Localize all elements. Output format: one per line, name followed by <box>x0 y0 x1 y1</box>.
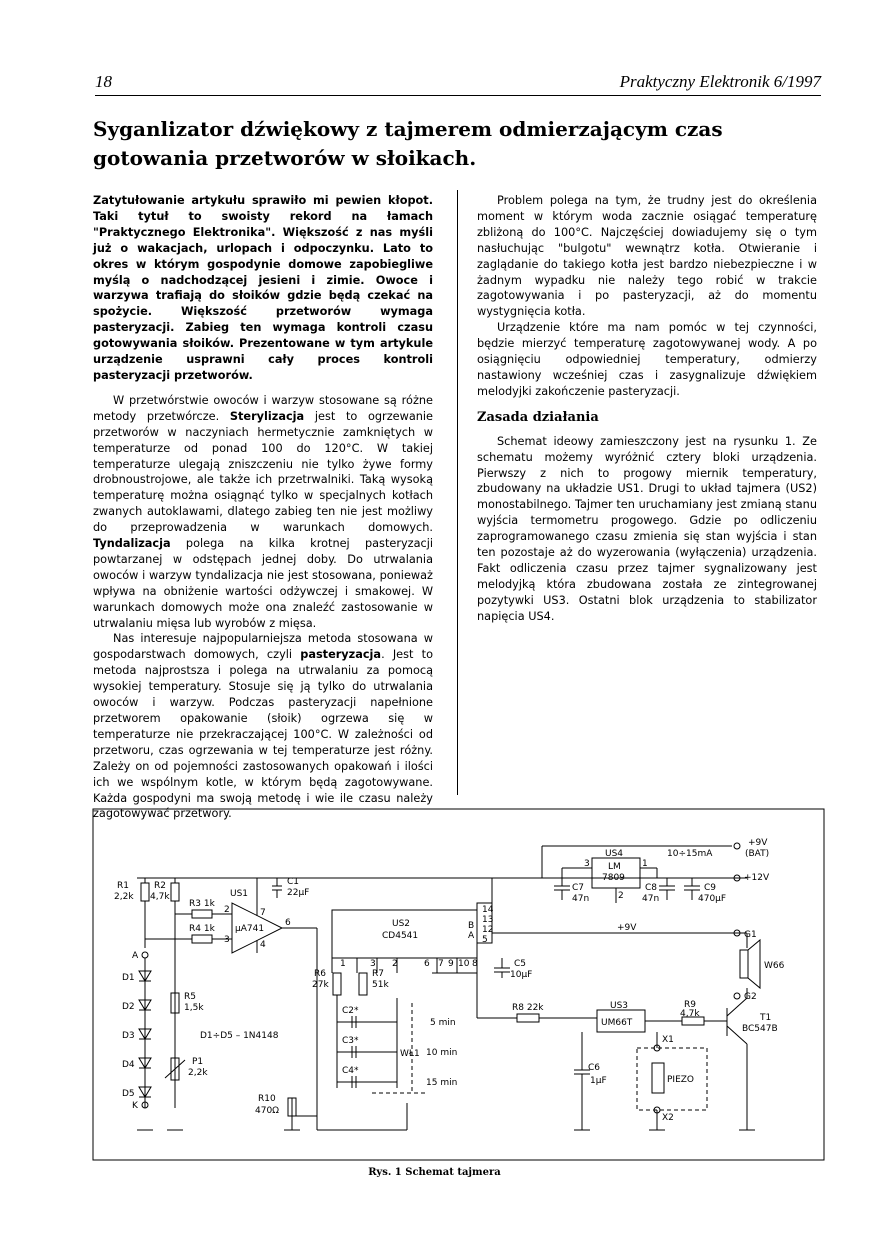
header-rule <box>95 95 821 96</box>
v12-label: +12V <box>744 873 770 883</box>
r3-label: R3 1k <box>189 899 215 909</box>
r4-label: R4 1k <box>189 924 215 934</box>
pin-8: 8 <box>472 959 478 969</box>
left-column <box>93 193 433 822</box>
us4-pin-2: 2 <box>618 891 624 901</box>
node-a: A <box>132 951 139 961</box>
r8-label: R8 22k <box>512 1003 544 1013</box>
c2-label: C2* <box>342 1006 359 1016</box>
w66-label: W66 <box>764 961 785 971</box>
paragraph-1 <box>93 393 433 632</box>
text-run: jest to ogrzewanie przetworów w naczyniach hermetycznie zamkniętych w temperaturze od ponad 100 do 120°C. W takiej temperaturze ulegają zniszczeniu nie tylko żywe formy drobnoustrojowe, ale także ich przetrwalniki. Taką wysoką temperaturę można osiągnąć tylko w specjalnych kotłach zwanych autoklawami, dlatego zabieg ten nie jest możliwy do przeprowadzenia w warunkach domowych. <box>93 409 433 535</box>
bat-label: (BAT) <box>745 849 770 859</box>
column-divider <box>457 190 458 795</box>
c8-value: 47n <box>642 894 660 904</box>
pin-2-us2: 2 <box>392 959 398 969</box>
pin-1: 1 <box>340 959 346 969</box>
us4-chip-b: 7809 <box>602 873 625 883</box>
pin-5: 5 <box>482 935 488 945</box>
c1-value: 22µF <box>287 888 310 898</box>
us1-chip: µA741 <box>235 924 265 934</box>
d5-label: D5 <box>122 1089 135 1099</box>
term-tyndalizacja: Tyndalizacja <box>93 537 171 551</box>
us4-pin-3: 3 <box>584 859 590 869</box>
text-run: . Jest to metoda najprostsza i polega na utrwalaniu za pomocą wysokiej temperatury. Stosuje się ją tylko do utrwalania owoców i warzyw. Podczas pasteryzacji napełnione przetworem opakowanie (słoik) ogrzewa się w temperaturze nie przekraczającej 100°C. W zależności od przetworu, czas ogrzewania w tej temperaturze jest różny. Zależy on od pojemności zastosowanych opakowań i ilości ich we wspólnym kotle, w którym będą zagotowywane. Każda gospodyni ma swoją metodę i wie ile czasu należy zagotowywać przetwory. <box>93 648 433 821</box>
paragraph-5: Schemat ideowy zamieszczony jest na rysunku 1. Ze schematu możemy wyróżnić cztery bloki urządzenia. Pierwszy z nich to progowy miernik temperatury, zbudowany na układzie US1. Drugi to układ tajmera (US2) monostabilnego. Tajmer ten uruchamiany jest zmianą stanu wyjścia termometru progowego. Gdzie po odliczeniu zaprogramowanego czasu zmienia się stan wyjścia i stan ten pozostaje aż do wyzerowania (wyłączenia) urządzenia. Fakt odliczenia czasu przez tajmer sygnalizowany jest melodyjką która zbudowana została ze zintegrowanej pozytywki US3. Ostatni blok urządzenia to stabilizator napięcia US4. <box>477 434 817 623</box>
pin-6: 6 <box>285 918 291 928</box>
g2-label: G2 <box>744 992 757 1002</box>
current-label: 10÷15mA <box>667 849 713 859</box>
r7-label: R7 <box>372 969 384 979</box>
pin-4: 4 <box>260 940 266 950</box>
r6-label: R6 <box>314 969 326 979</box>
v9-label: +9V <box>617 923 637 933</box>
pin-b: B <box>468 921 475 931</box>
us1-label: US1 <box>230 889 249 899</box>
circuit-schematic <box>92 808 825 1161</box>
pin-7: 7 <box>260 908 266 918</box>
c1-label: C1 <box>287 877 300 887</box>
x2-label: X2 <box>662 1113 674 1123</box>
time-15-min: 15 min <box>426 1078 458 1088</box>
c4-label: C4* <box>342 1066 359 1076</box>
r1-label: R1 <box>117 881 129 891</box>
term-sterylizacja: Sterylizacja <box>229 409 305 423</box>
section-heading: Zasada działania <box>477 409 599 425</box>
us2-chip: CD4541 <box>382 931 419 941</box>
pin-10: 10 <box>458 959 470 969</box>
article-title: Syganlizator dźwiękowy z tajmerem odmierzającym czas gotowania przetworów w słoikach. <box>93 117 723 170</box>
pin-2: 2 <box>224 905 230 915</box>
r7-value: 51k <box>372 980 389 990</box>
text-run: polega na kilka krotnej pasteryzacji powtarzanej w odstępach jednej doby. Do utrwalania owoców i warzyw tyndalizacja nie jest stosowana, ponieważ wpływa na obniżenie wartości odżywczej i smakowej. W warunkach domowych może ona znaleźć zastosowanie w utrwalaniu mięsa lub wyrobów z mięsa. <box>93 537 433 630</box>
us2-label: US2 <box>392 919 411 929</box>
text-run: Nas interesuje najpopularniejsza metoda stosowana w gospodarstwach domowych, czyli <box>93 632 433 662</box>
r10-value: 470Ω <box>255 1106 280 1116</box>
pin-a: A <box>468 931 475 941</box>
v9-bat-label: +9V <box>748 838 768 848</box>
journal-title: Praktyczny Elektronik 6/1997 <box>619 72 821 91</box>
r5-label: R5 <box>184 992 196 1002</box>
c8-label: C8 <box>645 883 658 893</box>
wl1-label: WŁ1 <box>400 1049 420 1059</box>
pin-6-us2: 6 <box>424 959 430 969</box>
pin-12: 12 <box>482 925 494 935</box>
right-column <box>477 193 817 625</box>
r2-value: 4,7k <box>150 892 170 902</box>
us4-pin-1: 1 <box>642 859 648 869</box>
c6-value: 1µF <box>590 1076 607 1086</box>
c7-label: C7 <box>572 883 585 893</box>
pin-9: 9 <box>448 959 454 969</box>
r5-value: 1,5k <box>184 1003 204 1013</box>
article-lead: Zatytułowanie artykułu sprawiło mi pewien kłopot. Taki tytuł to swoisty rekord na łamach "Praktycznego Elektronika". Większość z nas myśli już o wakacjach, urlopach i odpoczynku. Lato to okres w którym gospodynie domowe zapobiegliwe myślą o nadchodzącej jesieni i zimie. Owoce i warzywa trafiają do słoików gdzie będą czekać na spożycie. Większość przetworów wymaga pasteryzacji. Zabieg ten wymaga kontroli czasu gotowywania słoików. Prezentowane w tym artykule urządzenie usprawni cały proces kontroli pasteryzacji przetworów. <box>93 194 433 382</box>
r9-label: R9 <box>684 1000 696 1010</box>
figure-caption: Rys. 1 Schemat tajmera <box>368 1167 501 1178</box>
paragraph-4: Urządzenie które ma nam pomóc w tej czynności, będzie mierzyć temperaturę zagotowywanej wody. A po osiągnięciu odpowiedniej temperatury, odmierzy nastawiony wcześniej czas i zasygnalizuje dźwiękiem melodyjki zakończenie pasteryzacji. <box>477 321 817 398</box>
node-k: K <box>132 1101 138 1111</box>
time-10-min: 10 min <box>426 1048 458 1058</box>
t1-value: BC547B <box>742 1024 778 1034</box>
c7-value: 47n <box>572 894 590 904</box>
paragraph-3: Problem polega na tym, że trudny jest do określenia moment w którym woda zacznie osiągać temperaturę zbliżoną do 100°C. Najczęściej dowiadujemy się o tym nasłuchując "bulgotu" wewnątrz kotła. Otwieranie i zaglądanie do takiego kotła jest bardzo niebezpieczne i w żadnym wypadku nie należy tego robić w trakcie zagotowywania i po pasteryzacji, aż do momentu wystygnięcia kotła. <box>477 194 817 319</box>
page-number: 18 <box>95 72 112 91</box>
r9-value: 4,7k <box>680 1009 700 1019</box>
us3-chip: UM66T <box>601 1018 633 1028</box>
text-run: W przetwórstwie owoców i warzyw stosowane są różne metody przetwórcze. <box>93 393 433 423</box>
c9-value: 470µF <box>698 894 727 904</box>
r6-value: 27k <box>312 980 329 990</box>
r1-value: 2,2k <box>114 892 134 902</box>
pin-14: 14 <box>482 905 494 915</box>
d4-label: D4 <box>122 1060 135 1070</box>
time-5-min: 5 min <box>430 1018 456 1028</box>
d2-label: D2 <box>122 1002 135 1012</box>
pin-3: 3 <box>224 935 230 945</box>
pin-13: 13 <box>482 915 494 925</box>
x1-label: X1 <box>662 1035 674 1045</box>
paragraph-2 <box>93 631 433 822</box>
page-header <box>95 72 821 94</box>
us3-label: US3 <box>610 1001 629 1011</box>
term-pasteryzacja: pasteryzacja <box>300 648 382 662</box>
r2-label: R2 <box>154 881 166 891</box>
us4-label: US4 <box>605 849 624 859</box>
c5-value: 10µF <box>510 970 533 980</box>
pin-3-us2: 3 <box>370 959 376 969</box>
diodes-note: D1÷D5 – 1N4148 <box>200 1031 279 1041</box>
d3-label: D3 <box>122 1031 135 1041</box>
p1-value: 2,2k <box>188 1068 208 1078</box>
d1-label: D1 <box>122 973 135 983</box>
piezo-label: PIEZO <box>667 1075 695 1085</box>
c9-label: C9 <box>704 883 717 893</box>
c5-label: C5 <box>514 959 527 969</box>
us4-chip-a: LM <box>608 862 621 872</box>
t1-label: T1 <box>760 1013 772 1023</box>
p1-label: P1 <box>192 1057 204 1067</box>
g1-label: G1 <box>744 930 757 940</box>
pin-7-us2: 7 <box>438 959 444 969</box>
r10-label: R10 <box>258 1094 276 1104</box>
c6-label: C6 <box>588 1063 601 1073</box>
c3-label: C3* <box>342 1036 359 1046</box>
